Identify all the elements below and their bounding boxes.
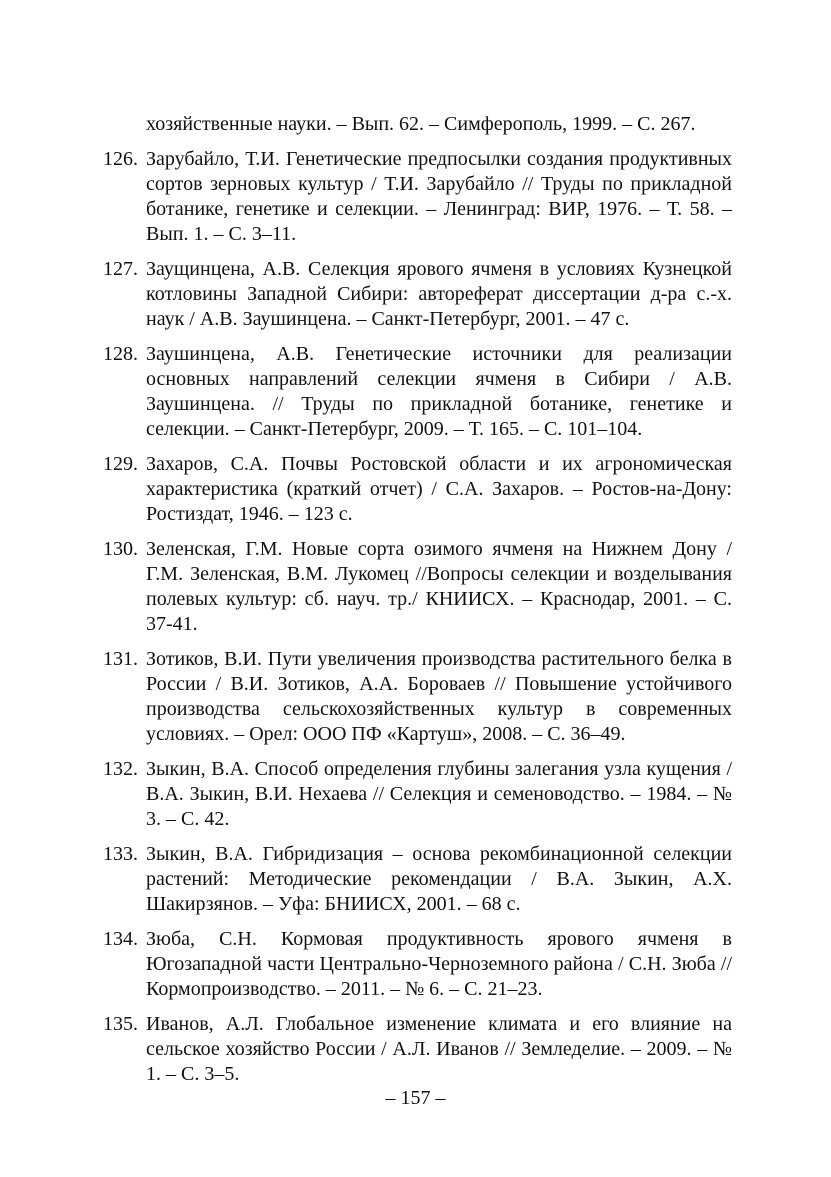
bibliography-entry bbox=[103, 452, 732, 527]
entry-number: 129. bbox=[103, 453, 138, 475]
bibliography-entry bbox=[103, 1012, 732, 1087]
page-number: – 157 – bbox=[385, 1087, 446, 1109]
entry-number: 135. bbox=[103, 1013, 138, 1035]
bibliography-entry bbox=[103, 147, 732, 247]
entry-text: Иванов, А.Л. Глобальное изменение климата и его влияние на сельское хозяйство России / А.Л. Иванов // Земледелие. – 2009. – № 1. – С. 3–5. bbox=[146, 1013, 732, 1085]
entry-number: 133. bbox=[103, 843, 138, 865]
bibliography-entry bbox=[103, 647, 732, 747]
entry-number: 128. bbox=[103, 343, 138, 365]
entry-number: 131. bbox=[103, 648, 138, 670]
bibliography-entry bbox=[103, 757, 732, 832]
bibliography-entry bbox=[103, 257, 732, 332]
bibliography-list bbox=[103, 147, 732, 1097]
entry-text: Зеленская, Г.М. Новые сорта озимого ячменя на Нижнем Дону / Г.М. Зеленская, В.М. Лукомец //Вопросы селекции и возделывания полевых культур: сб. науч. тр./ КНИИСХ. – Краснодар, 2001. – С. 37-41. bbox=[146, 538, 732, 635]
entry-text: Заушинцена, А.В. Генетические источники для реализации основных направлений селекции ячменя в Сибири / А.В. Заушинцена. // Труды по прикладной ботанике, генетике и селекции. – Санкт-Петербург, 2009. – Т. 165. – С. 101–104. bbox=[146, 343, 732, 440]
continued-entry: хозяйственные науки. – Вып. 62. – Симферополь, 1999. – С. 267. bbox=[146, 113, 696, 135]
entry-text: Зыкин, В.А. Гибридизация – основа рекомбинационной селекции растений: Методические рекомендации / В.А. Зыкин, А.Х. Шакирзянов. – Уфа: БНИИСХ, 2001. – 68 с. bbox=[146, 843, 732, 915]
bibliography-entry bbox=[103, 842, 732, 917]
entry-text: Захаров, С.А. Почвы Ростовской области и их агрономическая характеристика (краткий отчет) / С.А. Захаров. – Ростов-на-Дону: Ростиздат, 1946. – 123 с. bbox=[146, 453, 732, 525]
bibliography-entry bbox=[103, 927, 732, 1002]
entry-text: Зотиков, В.И. Пути увеличения производства растительного белка в России / В.И. Зотиков, А.А. Бороваев // Повышение устойчивого производства сельскохозяйственных культур в современных условиях. – Орел: ООО ПФ «Картуш», 2008. – С. 36–49. bbox=[146, 648, 732, 745]
entry-number: 130. bbox=[103, 538, 138, 560]
bibliography-entry bbox=[103, 342, 732, 442]
entry-text: Зарубайло, Т.И. Генетические предпосылки создания продуктивных сортов зерновых культур / Т.И. Зарубайло // Труды по прикладной ботанике, генетике и селекции. – Ленинград: ВИР, 1976. – Т. 58. – Вып. 1. – С. 3–11. bbox=[146, 148, 732, 245]
entry-number: 134. bbox=[103, 928, 138, 950]
entry-text: Зюба, С.Н. Кормовая продуктивность ярового ячменя в Югозападной части Центрально-Черноземного района / С.Н. Зюба // Кормопроизводство. – 2011. – № 6. – С. 21–23. bbox=[146, 928, 732, 1000]
entry-number: 127. bbox=[103, 258, 138, 280]
bibliography-entry bbox=[103, 537, 732, 637]
entry-text: Заущинцена, А.В. Селекция ярового ячменя в условиях Кузнецкой котловины Западной Сибири: автореферат диссертации д-ра с.-х. наук / А.В. Заушинцена. – Санкт-Петербург, 2001. – 47 с. bbox=[146, 258, 732, 330]
entry-number: 132. bbox=[103, 758, 138, 780]
entry-number: 126. bbox=[103, 148, 138, 170]
entry-text: Зыкин, В.А. Способ определения глубины залегания узла кущения / В.А. Зыкин, В.И. Нехаева // Селекция и семеноводство. – 1984. – № 3. – С. 42. bbox=[146, 758, 732, 830]
